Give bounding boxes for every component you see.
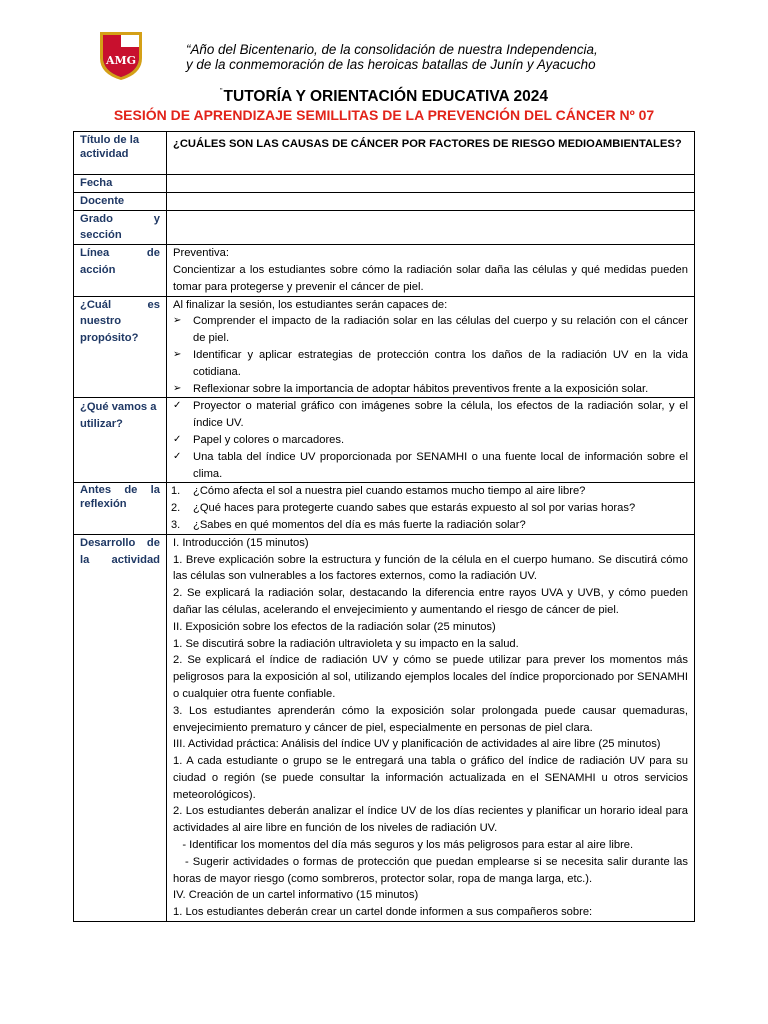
row-antes — [74, 483, 695, 534]
row-fecha — [74, 175, 695, 193]
label-grado: Grado y sección — [74, 210, 167, 245]
list-item: ✓ Papel y colores o marcadores. — [173, 432, 688, 449]
value-docente — [167, 192, 695, 210]
list-item: 1. ¿Cómo afecta el sol a nuestra piel cuando estamos mucho tiempo al aire libre? — [171, 485, 586, 498]
desarrollo-line: II. Exposición sobre los efectos de la radiación solar (25 minutos) — [173, 620, 496, 633]
label-antes: Antes de la reflexión — [74, 483, 167, 534]
utilizar-list — [173, 398, 688, 482]
row-linea — [74, 245, 695, 296]
list-item: ✓ Proyector o material gráfico con imágenes sobre la célula, los efectos de la radiación solar, y el índice UV. — [173, 400, 688, 430]
value-grado — [167, 210, 695, 245]
proposito-list — [173, 313, 688, 397]
row-grado — [74, 210, 695, 245]
linea-type: Preventiva: — [173, 247, 229, 260]
checkmark-icon: ✓ — [173, 433, 182, 445]
checkmark-icon: ✓ — [173, 400, 182, 412]
label-proposito: ¿Cuál es nuestro propósito? — [74, 296, 167, 398]
list-item: ➢ Comprender el impacto de la radiación solar en las células del cuerpo y su relación con el cáncer de piel. — [173, 315, 688, 345]
motto-line-2: y de la conmemoración de las heroicas batallas de Junín y Ayacucho — [186, 57, 596, 72]
list-item: ✓ Una tabla del índice UV proporcionada por SENAMHI o una fuente local de información sobre el clima. — [173, 450, 688, 480]
proposito-intro: Al finalizar la sesión, los estudiantes serán capaces de: — [173, 298, 448, 311]
checkmark-icon: ✓ — [173, 450, 182, 462]
list-item: ➢ Reflexionar sobre la importancia de adoptar hábitos preventivos frente a la exposición solar. — [173, 381, 688, 398]
page-title-text: TUTORÍA Y ORIENTACIÓN EDUCATIVA 2024 — [223, 88, 548, 105]
label-docente: Docente — [74, 192, 167, 210]
desarrollo-line: IV. Creación de un cartel informativo (15 minutos) — [173, 889, 419, 902]
arrow-bullet-icon: ➢ — [173, 382, 182, 394]
desarrollo-line: 3. Los estudiantes aprenderán cómo la exposición solar prolongada puede causar quemaduras, envejecimiento prematuro y cáncer de piel, especialmente en personas de piel clara. — [173, 704, 688, 734]
desarrollo-line: 1. Breve explicación sobre la estructura y función de la célula en el cuerpo humano. Se discutirá cómo las células son vulnerables a los factores externos, como la radiación UV. — [173, 553, 688, 583]
arrow-bullet-icon: ➢ — [173, 348, 182, 360]
title-mark: " — [220, 88, 223, 95]
value-titulo: ¿CUÁLES SON LAS CAUSAS DE CÁNCER POR FACTORES DE RIESGO MEDIOAMBIENTALES? — [167, 132, 695, 175]
svg-text:AMG: AMG — [105, 54, 137, 67]
desarrollo-content — [167, 534, 695, 921]
list-item: 3. ¿Sabes en qué momentos del día es más fuerte la radiación solar? — [171, 518, 526, 531]
row-titulo — [74, 132, 695, 175]
desarrollo-line: - Identificar los momentos del día más seguros y los más peligrosos para estar al aire libre. — [173, 839, 634, 852]
list-item: ➢ Identificar y aplicar estrategias de protección contra los daños de la radiación UV en la vida cotidiana. — [173, 348, 688, 378]
label-linea: Línea de acción — [74, 245, 167, 296]
desarrollo-line: III. Actividad práctica: Análisis del índice UV y planificación de actividades al aire libre (25 minutos) — [173, 738, 661, 751]
motto-line-1: “Año del Bicentenario, de la consolidación de nuestra Independencia, — [186, 42, 598, 57]
page-title — [0, 88, 768, 106]
arrow-bullet-icon: ➢ — [173, 315, 182, 327]
row-docente — [74, 192, 695, 210]
session-subtitle: SESIÓN DE APRENDIZAJE SEMILLITAS DE LA PREVENCIÓN DEL CÁNCER Nº 07 — [113, 107, 655, 123]
desarrollo-line: 1. Los estudiantes deberán crear un cartel donde informen a sus compañeros sobre: — [173, 906, 593, 919]
desarrollo-line: 1. A cada estudiante o grupo se le entregará una tabla o gráfico del índice de radiación UV para su ciudad o región (se puede consultar la información actualizada en el SENAMHI u otros servicios meteorológicos). — [173, 755, 688, 801]
desarrollo-line: 2. Los estudiantes deberán analizar el índice UV de los días recientes y planificar un horario ideal para actividades al aire libre en función de los niveles de radiación UV. — [173, 805, 688, 835]
row-desarrollo — [74, 534, 695, 921]
session-table — [73, 131, 695, 922]
row-utilizar — [74, 398, 695, 483]
antes-list — [173, 483, 688, 533]
desarrollo-line: 2. Se explicará el índice de radiación UV y cómo se puede utilizar para prever los momentos más peligrosos para la exposición al sol, utilizando ejemplos locales del índice proporcionado por SENAMHI o cualquier otra fuente confiable. — [173, 654, 688, 700]
desarrollo-line: - Sugerir actividades o formas de protección que puedan emplearse si se necesita salir durante las horas de mayor riesgo (como sombreros, protector solar, ropa de manga larga, etc.). — [173, 855, 692, 885]
year-motto — [186, 42, 598, 72]
label-desarrollo: Desarrollo de la actividad — [74, 534, 167, 921]
row-proposito — [74, 296, 695, 398]
label-fecha: Fecha — [74, 175, 167, 193]
linea-description: Concientizar a los estudiantes sobre cómo la radiación solar daña las células y qué medidas pueden tomar para protegerse y prevenir el cáncer de piel. — [173, 263, 688, 293]
desarrollo-line: 2. Se explicará la radiación solar, destacando la diferencia entre rayos UVA y UVB, y cómo pueden dañar las células, acelerando el envejecimiento y aumentando el riesgo de cáncer de piel. — [173, 587, 688, 616]
value-fecha — [167, 175, 695, 193]
desarrollo-line: 1. Se discutirá sobre la radiación ultravioleta y su impacto en la salud. — [173, 637, 519, 650]
school-logo — [94, 28, 148, 82]
label-titulo: Título de la actividad — [74, 132, 167, 175]
label-utilizar: ¿Qué vamos a utilizar? — [74, 398, 167, 483]
list-item: 2. ¿Qué haces para protegerte cuando sabes que estarás expuesto al sol por varias horas? — [171, 502, 636, 515]
desarrollo-line: I. Introducción (15 minutos) — [173, 536, 309, 549]
